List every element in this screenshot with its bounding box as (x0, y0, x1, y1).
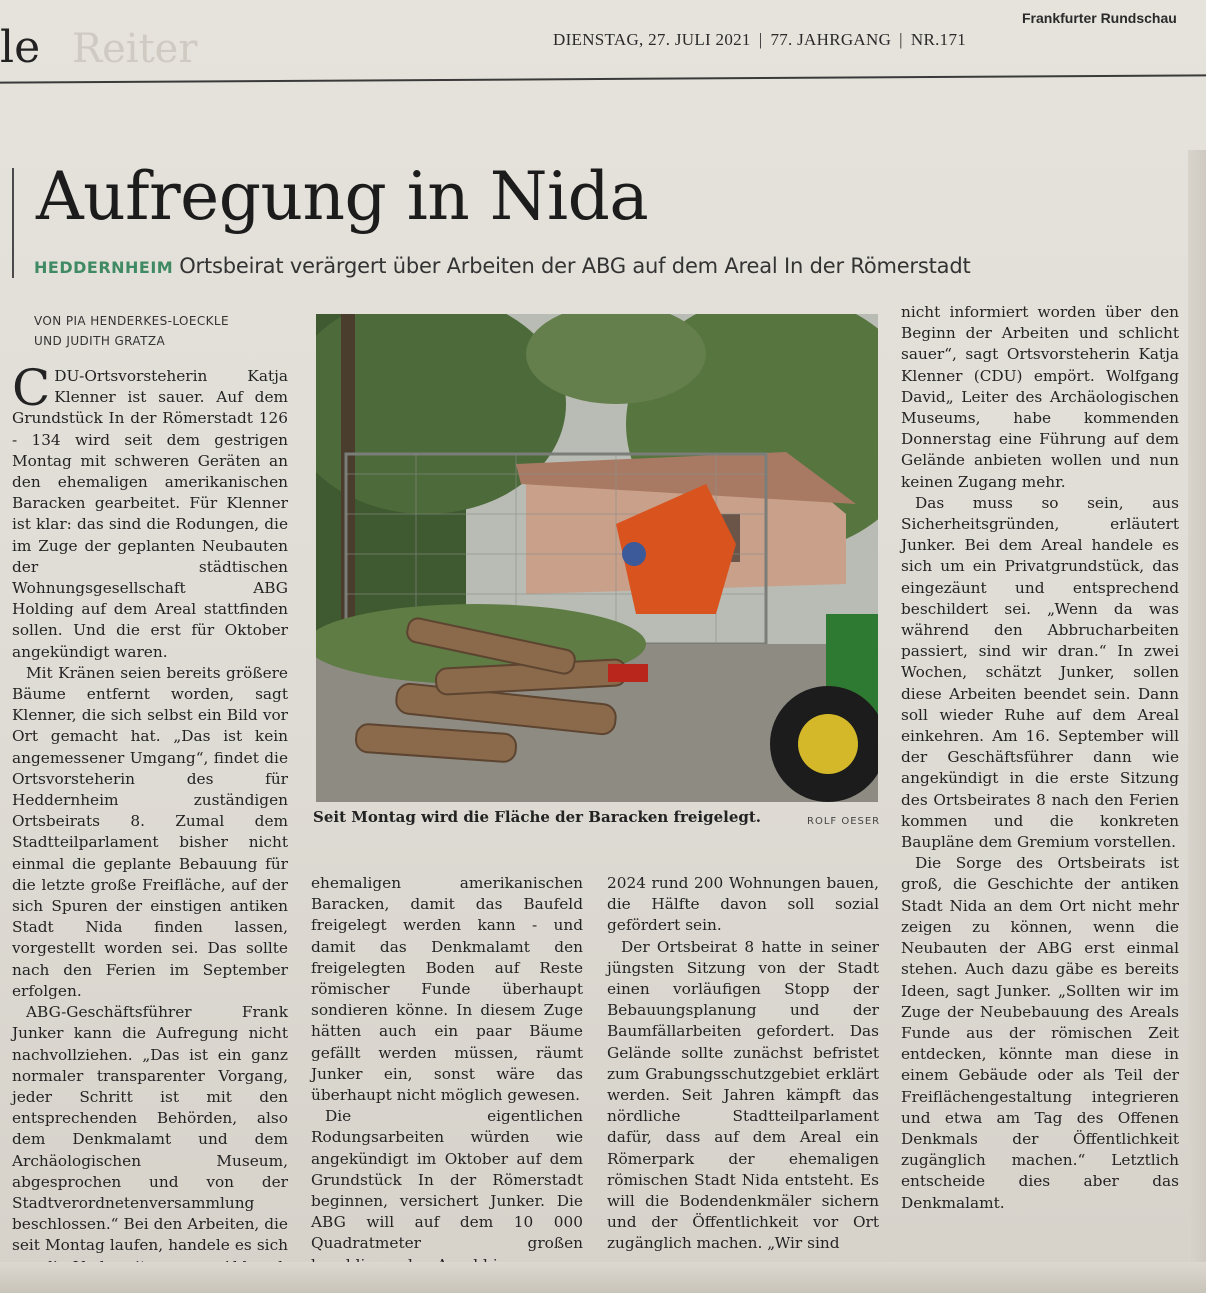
paragraph: ehemaligen amerikanischen Baracken, damit das Baufeld freigelegt werden kann - und damit das Denkmalamt den freigelegten Boden auf Reste römischer Funde überhaupt sondieren könne. In diesem Zuge hätten auch ein paar Bäume gefällt werden müssen, räumt Junker ein, sonst wäre das überhaupt nicht möglich gewesen. (311, 874, 583, 1105)
paragraph (12, 359, 288, 663)
section-fragment: le (0, 22, 41, 73)
subheadline-text: Ortsbeirat verärgert über Arbeiten der ABG auf dem Areal In der Römerstadt (179, 254, 971, 278)
paragraph-text: DU-Ortsvorsteherin Katja Klenner ist sauer. Auf dem Grundstück In der Römerstadt 126 - 134 wird seit dem gestrigen Montag mit schweren Geräten an den ehemaligen amerikanischen Baracken gearbeitet. Für Klenner ist klar: das sind die Rodungen, die im Zuge der geplanten Neubauten der städtischen Wohnungsgesellschaft ABG Holding auf dem Areal stattfinden sollen. Und die erst für Oktober angekündigt waren. (12, 367, 288, 661)
paragraph: Mit Kränen seien bereits größere Bäume entfernt worden, sagt Klenner, die sich selbst ein Bild vor Ort gemacht hat. „Das ist kein angemessener Umgang“, findet die Ortsvorsteherin des für Heddernheim zuständigen Ortsbeirats 8. Zumal dem Stadtteilparlament bisher nicht einmal die geplante Bebauung für die letzte große Freifläche, auf der sich Spuren der einstigen antiken Stadt Nida finden lassen, vorgestellt worden sei. Das sollte nach den Ferien im September erfolgen. (12, 663, 288, 1000)
paragraph: Das muss so sein, aus Sicherheitsgründen, erläutert Junker. Bei dem Areal handele es sich um ein Privatgrundstück, das eingezäunt und entsprechend beschildert sei. „Wenn da was während den Abbrucharbeiten passiert, sind wir dran.“ In zwei Wochen, schätzt Junker, sollen diese Arbeiten beendet sein. Dann soll wieder Ruhe auf dem Areal einkehren. Am 16. September will der Geschäftsführer dann wie angekündigt in die erste Sitzung des Ortsbeirates 8 nach den Ferien kommen und die konkreten Baupläne dem Gremium vorstellen. (901, 493, 1179, 852)
issue-date: DIENSTAG, 27. JULI 2021 (553, 30, 751, 49)
article-byline (34, 311, 229, 351)
separator: | (899, 30, 903, 49)
article-headline: Aufregung in Nida (36, 158, 649, 235)
adjacent-page-edge (1188, 150, 1206, 1290)
page-bottom-shadow (0, 1262, 1206, 1293)
article-kicker: HEDDERNHEIM (34, 258, 174, 277)
byline-line: VON PIA HENDERKES-LOECKLE (34, 314, 229, 328)
article-rule (12, 168, 14, 278)
article-column-4 (901, 302, 1179, 1214)
paragraph: Die eigentlichen Rodungsarbeiten würden wie angekündigt im Oktober auf dem Grundstück In der Römerstadt beginnen, versichert Junker. Die ABG will auf dem 10 000 Quadratmeter großen (311, 1107, 583, 1253)
drop-cap: C (12, 359, 51, 417)
article-column-3 (607, 873, 879, 1255)
paragraph: 2024 rund 200 Wohnungen bauen, die Hälfte davon soll sozial gefördert sein. (607, 874, 879, 935)
article-column-1 (12, 359, 288, 1293)
issue-volume: 77. JAHRGANG (770, 30, 892, 49)
paragraph: nicht informiert worden über den Beginn der Arbeiten und schlicht sauer“, sagt Ortsvorsteherin Katja Klenner (CDU) empört. Wolfgang David„ Leiter des Archäologischen Museums, habe kommenden Donnerstag eine Führung auf dem Gelände anbieten wollen und nun keinen Zugang mehr. (901, 303, 1179, 491)
article-photo (316, 314, 878, 802)
photo-caption: Seit Montag wird die Fläche der Baracken freigelegt. (313, 808, 762, 826)
newspaper-brand: Frankfurter Rundschau (1022, 10, 1177, 26)
paragraph: ABG-Geschäftsführer Frank Junker kann die Aufregung nicht nachvollziehen. „Das ist ein ganz normaler transparenter Vorgang, jeder Schritt ist mit den entsprechenden Behörden, also dem Denkmalamt und dem Archäologischen Museum, abgesprochen und von der Stadtverordnetenversammlung beschlossen.“ Bei den Arbeiten, die seit Montag laufen, handele es sich (12, 1003, 288, 1255)
issue-info (553, 30, 966, 50)
issue-number: NR.171 (910, 30, 967, 49)
ghost-text: Reiter (72, 26, 198, 72)
photo-tractor-rim (798, 714, 858, 774)
header-rule (0, 74, 1206, 83)
photo-worker (622, 542, 646, 566)
article-subheadline (34, 254, 970, 278)
photo-red-case (608, 664, 648, 682)
photo-credit: ROLF OESER (807, 816, 881, 827)
byline-line: UND JUDITH GRATZA (34, 334, 166, 348)
article-column-2 (311, 873, 583, 1276)
separator: | (758, 30, 763, 49)
paragraph: Der Ortsbeirat 8 hatte in seiner jüngsten Sitzung von der Stadt einen vorläufigen Stopp der Bebauungsplanung und der Baumfällarbeiten gefordert. Das Gelände sollte zunächst befristet zum Grabungsschutzgebiet erklärt werden. Seit Jahren kämpft das nördliche Stadtteilparlament dafür, dass auf dem Areal ein Römerpark der ehemaligen römischen Stadt Nida entsteht. Es will die Bodendenkmäler sichern und der Öffentlichkeit vor Ort zugänglich machen. „Wir sind (607, 937, 879, 1253)
paragraph: Die Sorge des Ortsbeirats ist groß, die Geschichte der antiken Stadt Nida an dem Ort nicht mehr zeigen zu können, wenn die Neubauten der ABG erst einmal stehen. Auch dazu gäbe es bereits Ideen, sagt Junker. „Sollten wir im Zuge der Neubebauung des Areals Funde aus der römischen Zeit entdecken, könnte man diese in einem Gebäude oder als Teil der Freiflächengestaltung integrieren und etwa am Tag des Offenen Denkmals der Öffentlichkeit zugänglich machen.“ Letztlich entscheide dies aber das Denkmalamt. (901, 854, 1179, 1212)
photo-illustration (316, 314, 878, 802)
